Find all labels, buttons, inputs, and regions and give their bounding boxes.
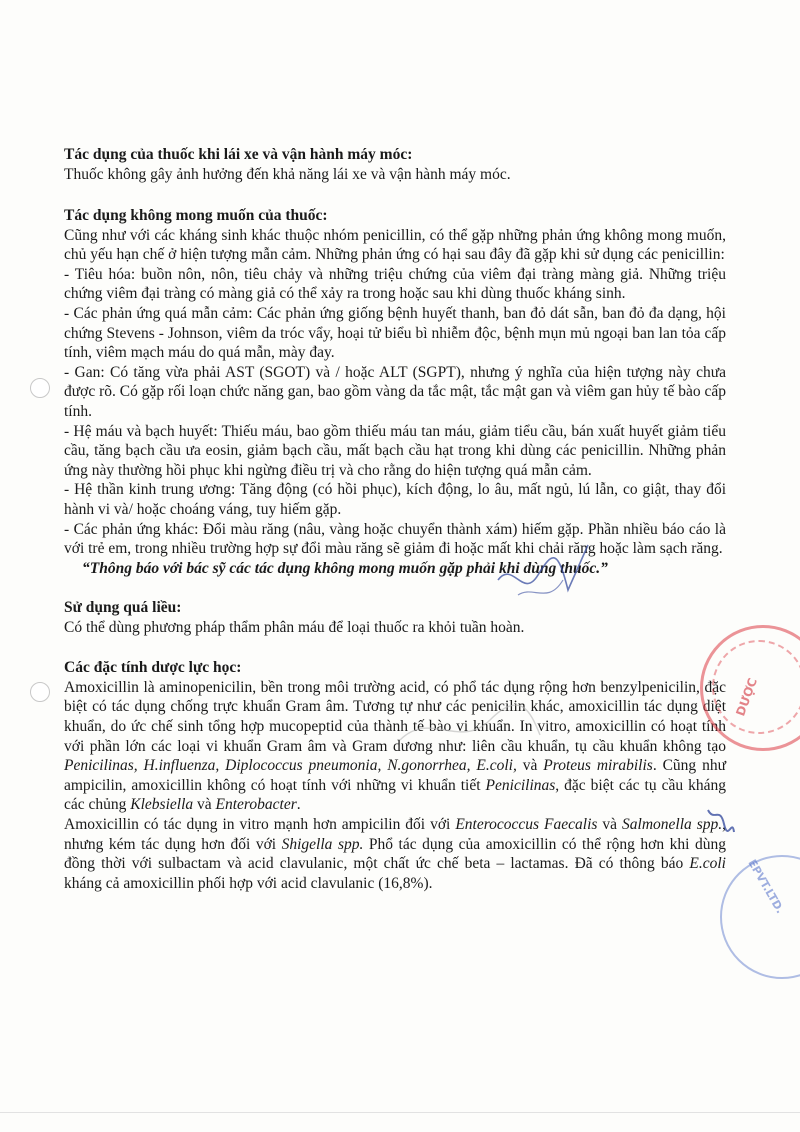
side-effects-cns: - Hệ thần kinh trung ương: Tăng động (có hồi phục), kích động, lo âu, mất ngủ, lú lẫn, co giật, thay đổi hành vi và/ hoặc choáng váng, tuy hiếm gặp. (64, 481, 726, 518)
text-run: Amoxicillin là aminopenicilin, bền trong môi trường acid, có phổ tác dụng rộng hơn benzylpenicilin, đặc biệt có tác dụng chống trực khuẩn Gram âm. Tương tự như các penicilin khác, amoxicillin tác dụng diệt khuẩn, do ức chế sinh tổng hợp mucopeptid của thành tế bào vi khuẩn. In vitro, amoxicillin có hoạt tính với phần lớn các loại vi khuẩn Gram âm và Gram dương như: liên cầu khuẩn, tụ cầu khuẩn không tạo (64, 678, 726, 755)
blue-stamp-text: EPVT.LTD. (745, 857, 787, 916)
heading-pharmacodynamics: Các đặc tính dược lực học: (64, 658, 242, 676)
page-bottom-edge (0, 1112, 800, 1113)
document-page (64, 144, 726, 893)
driving-text: Thuốc không gây ảnh hưởng đến khả năng lái xe và vận hành máy móc. (64, 166, 511, 183)
side-effects-intro: Cũng như với các kháng sinh khác thuộc nhóm penicillin, có thể gặp những phản ứng không mong muốn, chủ yếu hạn chế ở hiện tượng mẫn cảm. Những phản ứng có hại sau đây đã gặp khi sử dụng các penicillin: (64, 226, 726, 264)
species-name: Enterococcus Faecalis (455, 816, 598, 834)
side-effects-blood: - Hệ máu và bạch huyết: Thiếu máu, bao gồm thiếu máu tan máu, giảm tiểu cầu, bán xuất huyết giảm tiểu cầu, tăng bạch cầu ưa eosin, giảm bạch cầu, mất bạch cầu hạt trong khi dùng các penicillin. Những phản ứng này thường hồi phục khi ngừng điều trị và cho rằng do hiện tượng quá mẫn cảm. (64, 422, 726, 479)
species-name: Proteus mirabilis (543, 757, 653, 775)
species-name: Enterobacter (215, 796, 297, 814)
text-run: Phổ tác dụng của amoxicillin có thể rộng hơn khi dùng đồng thời với sulbactam và acid clavulanic, một chất ức chế beta – lactamas. Đã có thông báo (64, 835, 726, 873)
side-effects-hypersensitivity: - Các phản ứng quá mẫn cảm: Các phản ứng giống bệnh huyết thanh, ban đỏ dát sẫn, ban đỏ đa dạng, hội chứng Stevens - Johnson, viêm da tróc vẩy, hoại tử biểu bì nhiễm độc, bệnh mụn mủ ngoại ban lan tỏa cấp tính, viêm mạch máu do quá mẫn, mày đay. (64, 304, 726, 362)
punch-hole-bottom (30, 682, 50, 702)
section-overdose (64, 597, 726, 638)
heading-driving: Tác dụng của thuốc khi lái xe và vận hành máy móc: (64, 146, 413, 163)
heading-overdose: Sử dụng quá liều: (64, 599, 182, 617)
species-name: Klebsiella (130, 796, 194, 814)
text-run: . (296, 796, 301, 814)
red-stamp-text: DƯỢC (733, 676, 760, 718)
signature-scribble-icon (488, 540, 608, 610)
text-run: Amoxicillin có tác dụng in vitro mạnh hơn ampicilin đối với (64, 816, 456, 834)
text-run: . Cũng như ampicilin, amoxicillin không có hoạt tính với những vi khuẩn tiết (64, 757, 726, 794)
text-run: , đặc biệt các tụ cầu kháng các chủng (64, 776, 726, 814)
text-run: và (516, 757, 544, 775)
side-effects-liver: - Gan: Có tăng vừa phải AST (SGOT) và / hoặc ALT (SGPT), nhưng ý nghĩa của hiện tượng này chưa được rõ. Có gặp rối loạn chức năng gan, bao gồm vàng da tắc mật, tắc mật gan và viêm gan hủy tế bào cấp tính. (64, 363, 726, 420)
section-driving (64, 144, 726, 185)
overdose-text: Có thể dùng phương pháp thẩm phân máu để loại thuốc ra khỏi tuần hoàn. (64, 619, 525, 637)
text-run: , nhưng kém tác dụng hơn đối với (64, 816, 727, 853)
text-run: và (597, 816, 623, 834)
text-run: và (193, 796, 216, 814)
text-run: kháng cả amoxicillin phối hợp với acid clavulanic (16,8%). (64, 874, 433, 892)
section-side-effects (64, 205, 726, 579)
side-effects-notice: “Thông báo với bác sỹ các tác dụng không mong muốn gặp phải khi dùng thuốc.” (82, 559, 608, 577)
faint-watermark-scribble-icon (390, 690, 550, 760)
punch-hole-top (30, 378, 50, 398)
heading-side-effects: Tác dụng không mong muốn của thuốc: (64, 206, 328, 224)
initials-signature-icon (700, 800, 740, 840)
species-name: Salmonella spp. (622, 816, 723, 834)
species-names: Penicilinas, H.influenza, Diplococcus pneumonia, N.gonorrhea, E.coli, (64, 757, 517, 775)
species-name: Penicilinas (485, 776, 556, 794)
species-name: Shigella spp. (281, 835, 364, 853)
side-effects-other: - Các phản ứng khác: Đổi màu răng (nâu, vàng hoặc chuyển thành xám) hiếm gặp. Phần nhiều báo cáo là với trẻ em, trong nhiều trường hợp sự đổi màu răng sẽ giảm đi hoặc mất khi chải răng hoặc làm sạch răng. (64, 520, 726, 558)
side-effects-digestive: - Tiêu hóa: buồn nôn, nôn, tiêu chảy và những triệu chứng của viêm đại tràng màng giả. Những triệu chứng viêm đại tràng có màng giả có thể xảy ra trong hoặc sau khi dùng thuốc kháng sinh. (64, 265, 726, 303)
pharmacodynamics-paragraph-2 (64, 815, 726, 893)
species-name: E.coli (689, 855, 726, 873)
